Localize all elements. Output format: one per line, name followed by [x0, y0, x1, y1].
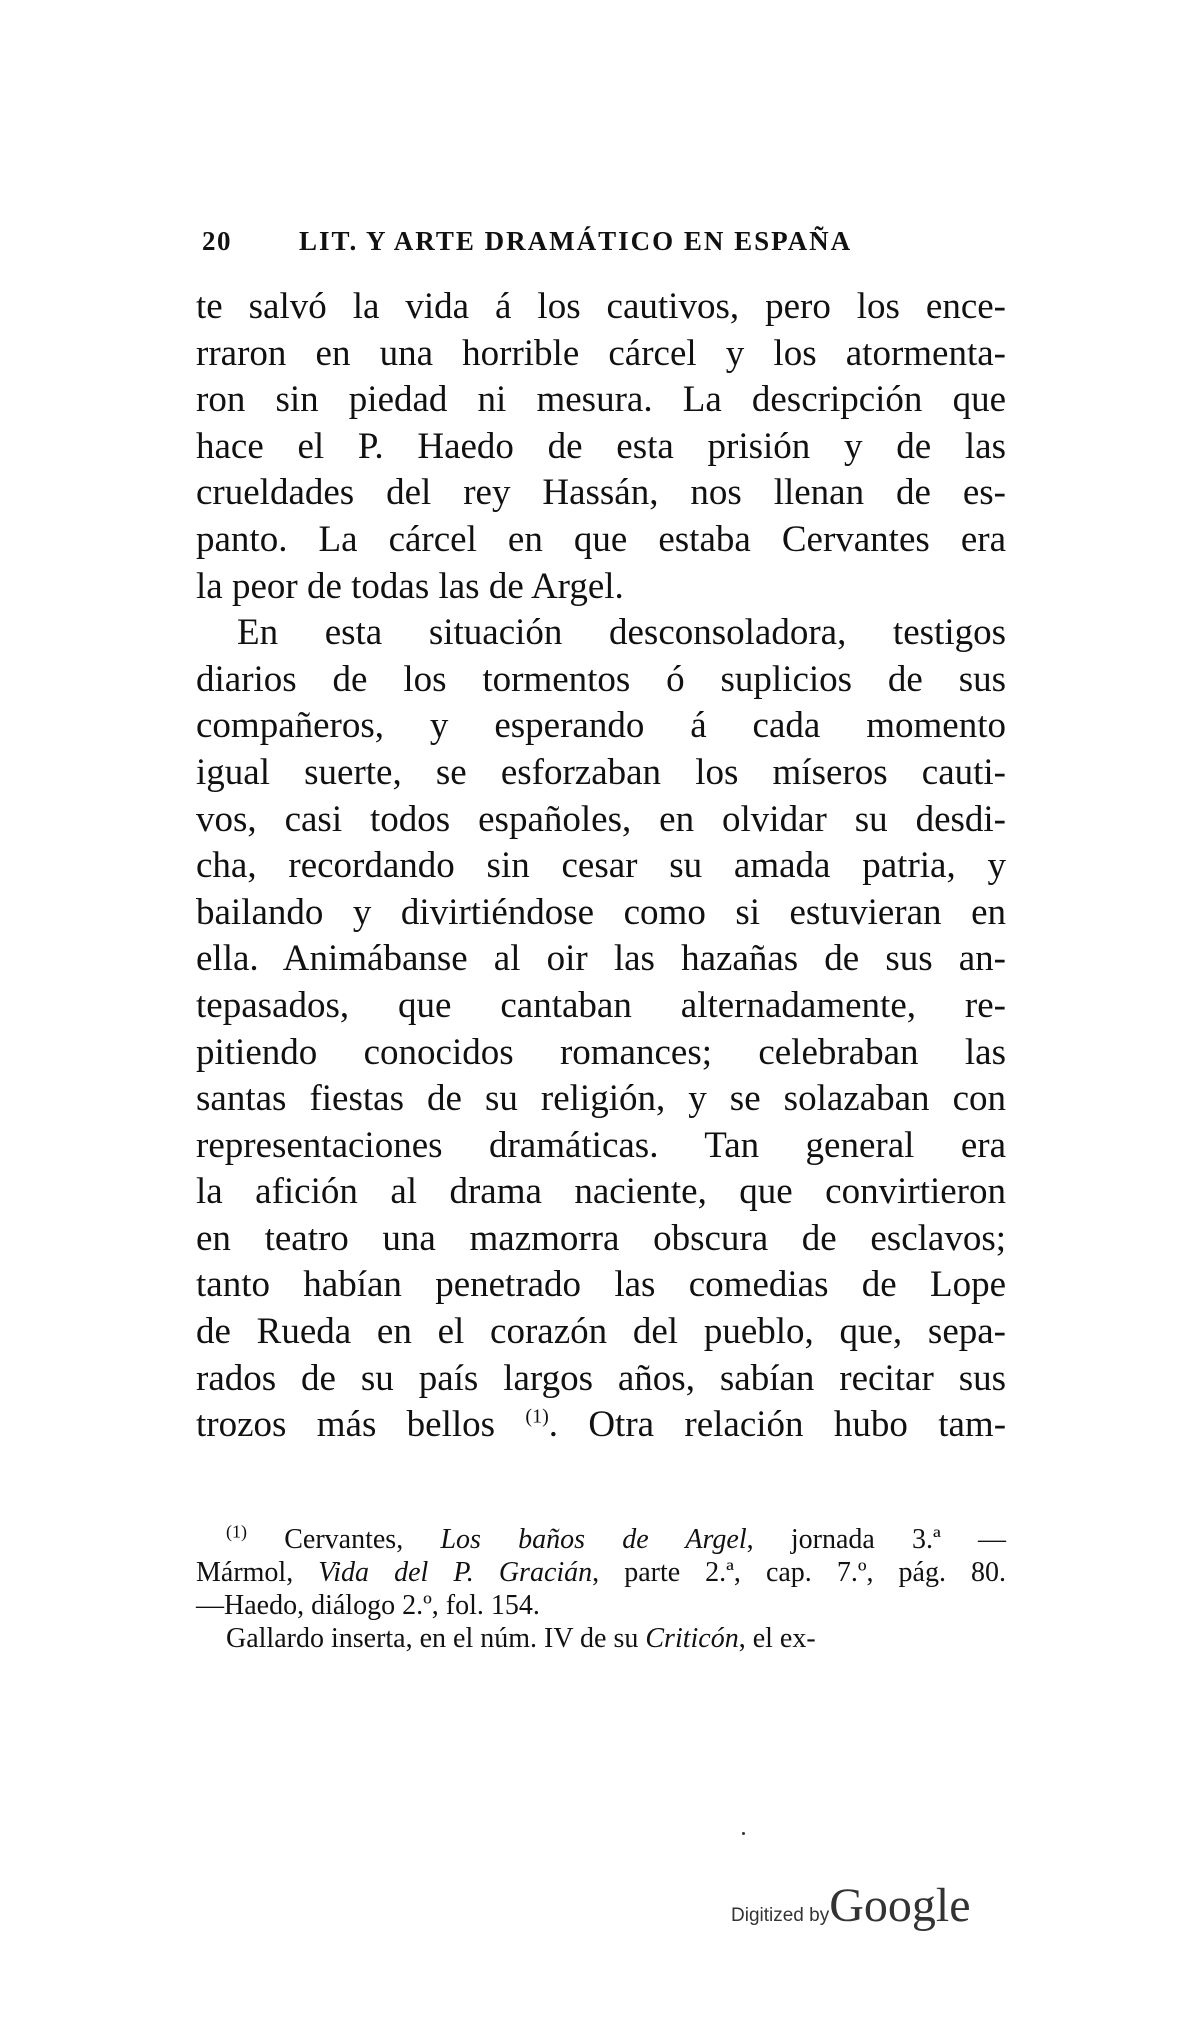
- text-line: diarios de los tormentos ó suplicios de sus: [196, 658, 1006, 700]
- text-line: compañeros, y esperando á cada momento: [196, 705, 1006, 747]
- text-line: igual suerte, se esforzaban los míseros cauti-: [196, 751, 1006, 793]
- text-line: rados de su país largos años, sabían recitar sus: [196, 1357, 1006, 1399]
- footnote-title: Criticón: [645, 1623, 739, 1654]
- footnote-line: [196, 1556, 1006, 1589]
- body-text: [196, 284, 1006, 1449]
- text-line: representaciones dramáticas. Tan general era: [196, 1124, 1006, 1166]
- text-line: la peor de todas las de Argel.: [196, 565, 624, 607]
- speck-mark: [742, 1832, 745, 1835]
- footnote-title: Vida del P. Gracián: [318, 1557, 593, 1588]
- text-line: hace el P. Haedo de esta prisión y de las: [196, 425, 1006, 467]
- footnote-title: Los baños de Argel: [440, 1524, 747, 1555]
- text-line: panto. La cárcel en que estaba Cervantes era: [196, 518, 1006, 560]
- text-line: de Rueda en el corazón del pueblo, que, sepa-: [196, 1311, 1006, 1353]
- page-number: 20: [202, 226, 232, 256]
- digitized-watermark: [731, 1878, 971, 1938]
- text-line-with-footnote: [196, 1402, 1006, 1449]
- text-line: ron sin piedad ni mesura. La descripción que: [196, 379, 1006, 421]
- footnote-text: , el ex-: [738, 1623, 816, 1654]
- footnote-reference: (1): [525, 1405, 549, 1428]
- footnote-line: [196, 1622, 1006, 1655]
- page-header: [202, 226, 922, 266]
- text-line: vos, casi todos españoles, en olvidar su desdi-: [196, 798, 1006, 840]
- running-head: LIT. Y ARTE DRAMÁTICO EN ESPAÑA: [299, 226, 853, 256]
- text-line: rraron en una horrible cárcel y los atormenta-: [196, 332, 1006, 374]
- text-line: crueldades del rey Hassán, nos llenan de es-: [196, 472, 1006, 514]
- text-line: bailando y divirtiéndose como si estuvieran en: [196, 891, 1006, 933]
- text-line: pitiendo conocidos romances; celebraban las: [196, 1031, 1006, 1073]
- text-line: tepasados, que cantaban alternadamente, re-: [196, 984, 1006, 1026]
- footnote-text: , jornada 3.ª —: [746, 1524, 1006, 1555]
- text-line: santas fiestas de su religión, y se solazaban con: [196, 1078, 1006, 1120]
- text-fragment: trozos más bellos: [196, 1404, 496, 1446]
- footnote-text: , parte 2.ª, cap. 7.º, pág. 80.: [592, 1557, 1006, 1588]
- text-line: en teatro una mazmorra obscura de esclavos;: [196, 1217, 1006, 1259]
- text-line: ella. Animábanse al oir las hazañas de sus an-: [196, 938, 1006, 980]
- footnote-text: Cervantes,: [284, 1524, 441, 1555]
- footnote-line: —Haedo, diálogo 2.º, fol. 154.: [196, 1590, 540, 1621]
- text-line: la afición al drama naciente, que convirtieron: [196, 1171, 1006, 1213]
- footnote-text: Gallardo inserta, en el núm. IV de su: [226, 1623, 646, 1654]
- text-line: te salvó la vida á los cautivos, pero los ence-: [196, 286, 1006, 327]
- text-line: En esta situación desconsoladora, testigos: [237, 612, 1006, 654]
- text-line: cha, recordando sin cesar su amada patria, y: [196, 845, 1006, 887]
- text-line: tanto habían penetrado las comedias de Lope: [196, 1264, 1006, 1306]
- footnote-text: Mármol,: [196, 1557, 319, 1588]
- footnote-number: (1): [226, 1521, 247, 1542]
- google-logo: Google: [829, 1879, 971, 1932]
- footnote-line: [196, 1523, 1006, 1556]
- footnotes: [196, 1523, 1006, 1655]
- digitized-by-label: Digitized by: [731, 1905, 830, 1926]
- text-fragment: . Otra relación hubo tam-: [548, 1404, 1007, 1446]
